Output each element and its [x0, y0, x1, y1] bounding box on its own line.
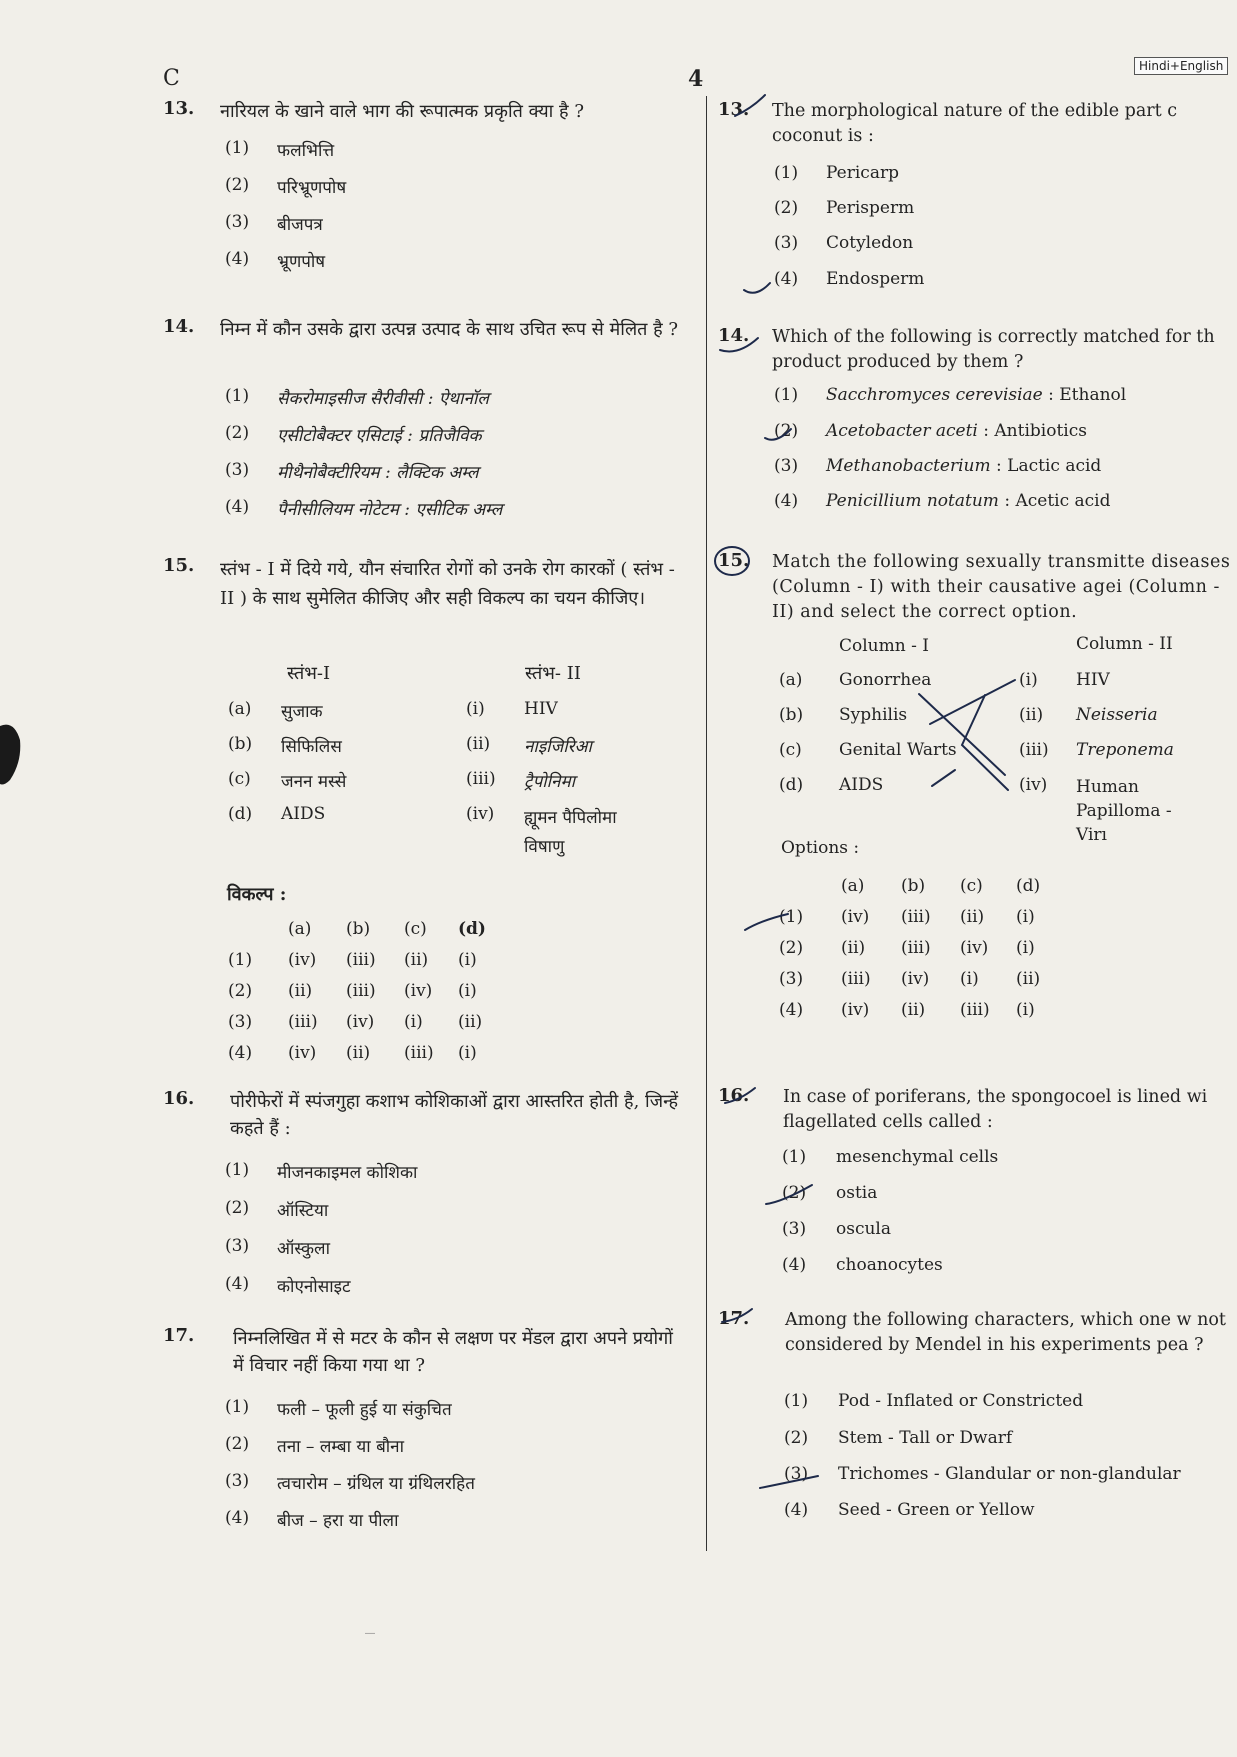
match-row: (d) AIDS (iv) Human Papilloma - Virı [779, 775, 1172, 845]
option-row: (1) (iv) (iii) (ii) (i) [228, 950, 477, 970]
options-table: (a) (b) (c) (d) (1) (iv) (iii) (ii) (i) (2) (ii) (iii) (iv) (i) (3) (iii) (iv) (i) (ii) (4) (iv) (ii) (iii) (i) [779, 876, 1040, 1031]
binding-mark [0, 725, 20, 785]
page-number: 4 [688, 66, 704, 92]
paper-code: C [163, 66, 180, 91]
option-row: (4) (iv) (ii) (iii) (i) [779, 1000, 1035, 1020]
column-divider [706, 96, 707, 1551]
footer-mark: ― [365, 1628, 375, 1639]
match-row: (b) Syphilis (ii) Neisseria [779, 705, 1158, 725]
column-2-heading: Column - II [1076, 634, 1173, 654]
question-text: नारियल के खाने वाले भाग की रूपात्मक प्रकृति क्या है ? [220, 101, 584, 122]
options-table: (a) (b) (c) (d) (1) (iv) (iii) (ii) (i) (2) (ii) (iii) (iv) (i) (3) (iii) (iv) (i) (ii) (4) (iv) (ii) (iii) (i) [228, 919, 486, 1074]
match-table [228, 699, 644, 862]
question-text: निम्न में कौन उसके द्वारा उत्पन्न उत्पाद के साथ उचित रूप से मेलित है ? [220, 319, 679, 340]
question-number: 16. [163, 1088, 195, 1109]
question-number: 17. [163, 1325, 195, 1346]
option-row: (3) (iii) (iv) (i) (ii) [779, 969, 1041, 989]
question-number: 13. [718, 99, 750, 120]
match-row: (b) सिफिलिस (ii) नाइजिरिआ [228, 734, 592, 757]
question-number: 14. [718, 325, 750, 346]
question-number: 13. [163, 98, 195, 119]
options-label: विकल्प : [227, 884, 287, 905]
option-row: (2) (ii) (iii) (iv) (i) [228, 981, 477, 1001]
question-text: The morphological nature of the edible part c coconut is : [772, 101, 1178, 146]
option-row: (4) (iv) (ii) (iii) (i) [228, 1043, 477, 1063]
match-row: (d) AIDS (iv) ह्यूमन पैपिलोमा विषाणु [228, 804, 617, 857]
column-2-heading: स्तंभ- II [525, 663, 581, 684]
match-table [779, 670, 1201, 847]
question-text: In case of poriferans, the spongocoel is lined wi flagellated cells called : [783, 1087, 1208, 1132]
option-row: (3) (iii) (iv) (i) (ii) [228, 1012, 483, 1032]
match-row: (c) जनन मस्से (iii) ट्रैपोनिमा [228, 769, 576, 792]
column-1-heading: Column - I [839, 636, 929, 656]
question-number: 16. [718, 1085, 750, 1106]
exam-page: C 4 Hindi+English 13. नारियल के खाने वाले भाग की रूपात्मक प्रकृति क्या है ? (1) फलभित्ति (2) परिभ्रूणपोष (3) बीजपत्र (4) भ्रूणपोष 14. निम्न में कौन उसके द्वारा उत्पन्न उत्पाद के साथ उचित रूप से मेलित है ? (1) सैकरोमाइसीज सैरीवीसी : ऐथानॉल (2) एसीटोबैक्टर एसिटाई : प्रतिजैविक (3) मीथैनोबैक्टीरियम : लैक्टिक अम्ल (4) पैनीसीलियम नोटेटम : एसीटिक अम्ल 15. स्तंभ - I में दिये गये, यौन संचारित रोगों को उनके रोग कारकों ( स्तंभ - II ) के साथ सुमेलित कीजिए और सही विकल्प का चयन कीजिए। स्तंभ-I स्तंभ- II (a) सुजाक (i) HIV (b) सिफिलिस (ii) नाइजिरिआ (c) जनन मस्से (iii) ट्रैपोनिमा (d) AIDS (iv) ह्यूमन पैपिलोमा विषाणु विकल्प : (a) (b) (c) (d) (1) (iv) (iii) (ii) (i) (2) (ii) (iii) (iv) (i) (3) (iii) (iv) (i) (ii) (4) (iv) (ii) (iii) (i) 16. पोरीफेरों में स्पंजगुहा कशाभ कोशिकाओं द्वारा आस्तरित होती है, जिन्हें कहते हैं : (1) मीजनकाइमल कोशिका (2) ऑस्टिया (3) ऑस्कुला (4) कोएनोसाइट 17. निम्नलिखित में से मटर के कौन से लक्षण पर मेंडल द्वारा अपने प्रयोगों में विचार नहीं किया गया था ? (1) फली – फूली हुई या संकुचित (2) तना – लम्बा या बौना (3) त्वचारोम – ग्रंथिल या ग्रंथिलरहित (4) बीज – हरा या पीला 13. The morphological nature of the edible part c coconut is : (1) Pericarp (2) Perisperm (3) Cotyledon (4) Endosperm 14. Which of the following is correctly matched for th product produced by them ? (1) Sacchromyces cerevisiae : Ethanol (2) Acetobacter aceti : Antibiotics (3) Methanobacterium : Lactic acid (4) Penicillium notatum : Acetic acid 15. Match the following sexually transmitte diseases (Column - I) with their causative agei (Column - II) and select the correct option. Column - I Column - II (a) Gonorrhea (i) HIV (b) Syphilis (ii) Neisseria (c) Genital Warts (iii) Treponema (d) AIDS (iv) Human Papilloma - Virı Options : (a) (b) (c) (d) (1) (iv) (iii) (ii) (i) (2) (ii) (iii) (iv) (i) (3) (iii) (iv) (i) (ii) (4) (iv) (ii) (iii) (i) 16. In case of poriferans, the spongocoel is lined wi flagellated cells called : (1) mesenchymal cells (2) ostia (3) oscula (4) choanocytes 17. Among the following characters, which one w not considered by Mendel in his experiments pea ? (1) Pod - Inflated or Constricted (2) Stem - Tall or Dwarf (3) Trichomes - Glandular or non-glandular (4) Seed - Green or Yellow ― [0, 0, 1237, 1757]
column-1-heading: स्तंभ-I [287, 663, 331, 684]
question-number: 15. [718, 550, 750, 571]
question-number: 14. [163, 316, 195, 337]
tick-mark-q13-opt4 [744, 283, 770, 293]
question-text: Match the following sexually transmitte diseases (Column - I) with their causative agei (Column - II) and select the correct option. [772, 552, 1231, 622]
match-row: (a) Gonorrhea (i) HIV [779, 670, 1110, 690]
question-text: Among the following characters, which one w not considered by Mendel in his experiments pea ? [785, 1310, 1226, 1355]
question-number: 17. [718, 1308, 750, 1329]
question-text: Which of the following is correctly matched for th product produced by them ? [772, 327, 1215, 372]
language-tag: Hindi+English [1134, 57, 1228, 75]
option-row: (2) (ii) (iii) (iv) (i) [779, 938, 1035, 958]
match-row: (c) Genital Warts (iii) Treponema [779, 740, 1174, 760]
options-label: Options : [781, 838, 860, 858]
question-text: स्तंभ - I में दिये गये, यौन संचारित रोगों को उनके रोग कारकों ( स्तंभ - II ) के साथ सुमेलित कीजिए और सही विकल्प का चयन कीजिए। [220, 559, 675, 609]
question-text: निम्नलिखित में से मटर के कौन से लक्षण पर मेंडल द्वारा अपने प्रयोगों में विचार नहीं किया गया था ? [233, 1328, 673, 1376]
option-row: (1) (iv) (iii) (ii) (i) [779, 907, 1035, 927]
match-row: (a) सुजाक (i) HIV [228, 699, 558, 722]
question-number: 15. [163, 555, 195, 576]
question-text: पोरीफेरों में स्पंजगुहा कशाभ कोशिकाओं द्वारा आस्तरित होती है, जिन्हें कहते हैं : [230, 1091, 679, 1139]
